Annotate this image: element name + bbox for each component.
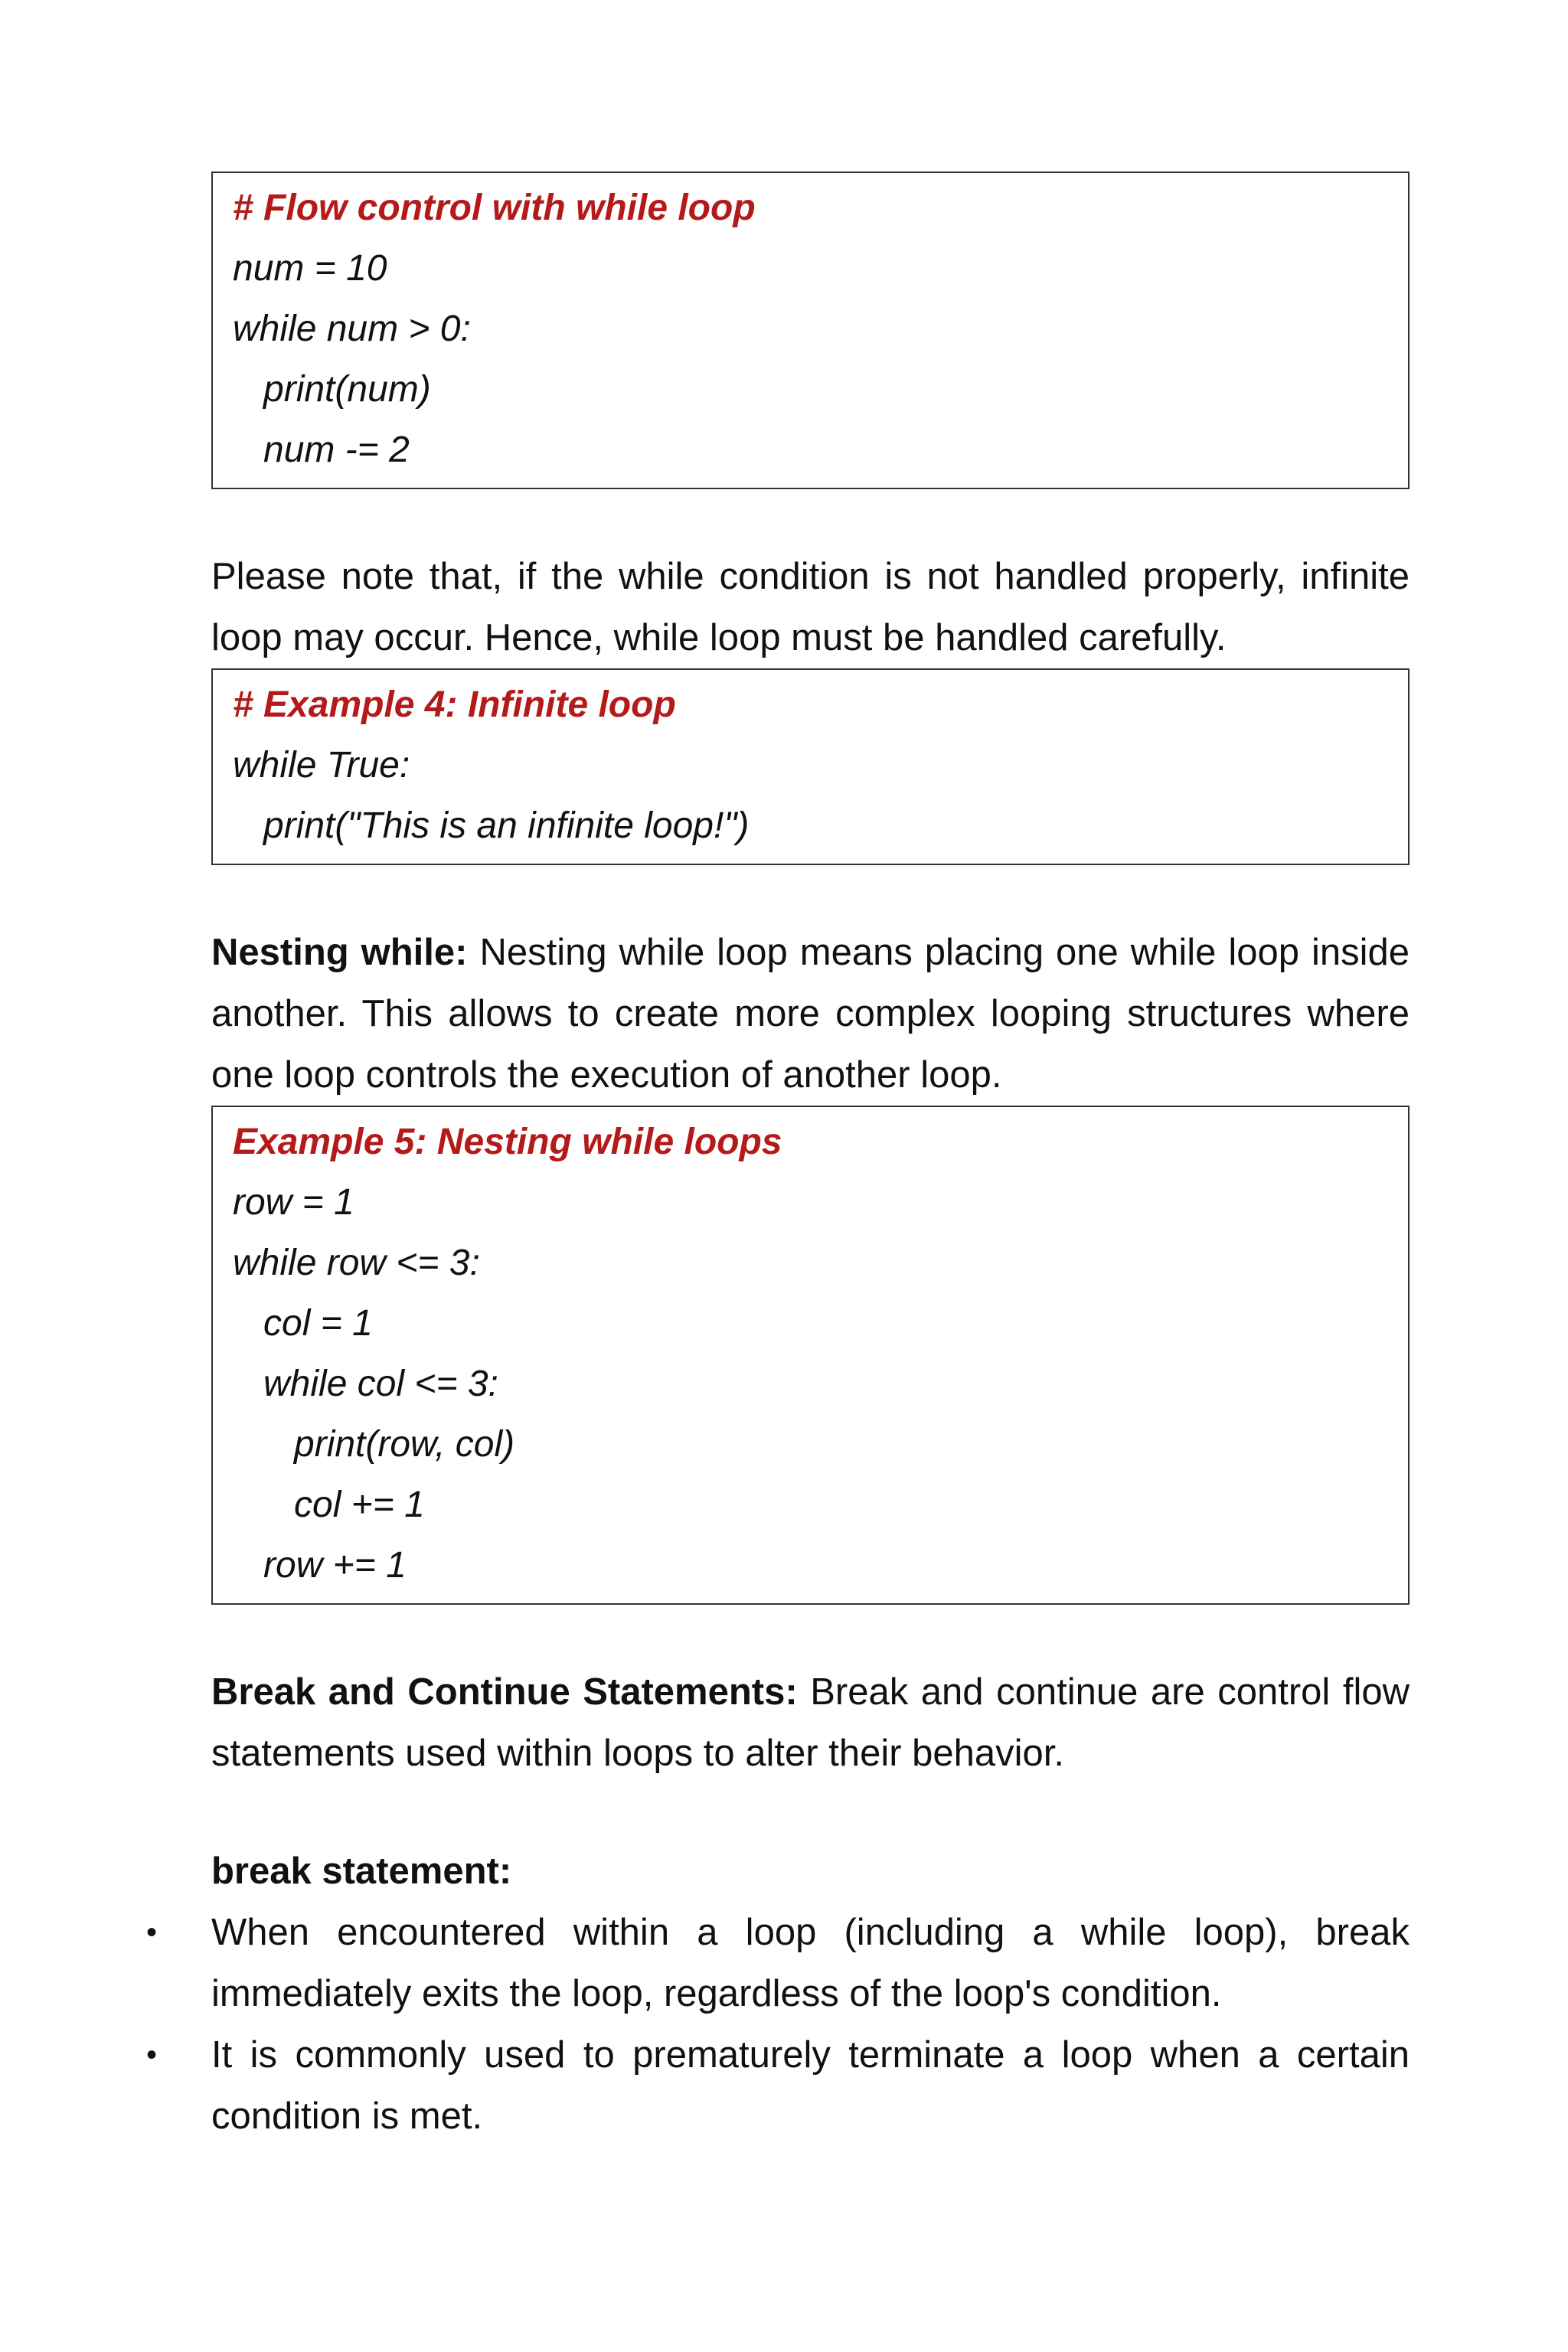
code-line: num = 10: [233, 248, 387, 289]
bullet-icon: •: [146, 2038, 158, 2072]
document-page: [146, 172, 1410, 2147]
code-block-title: # Flow control with while loop: [233, 188, 756, 228]
code-line: while num > 0:: [233, 309, 471, 349]
code-line: print(num): [233, 369, 431, 410]
code-line: print(row, col): [233, 1424, 515, 1465]
code-block-title: # Example 4: Infinite loop: [233, 684, 676, 725]
list-item: [146, 2024, 1410, 2147]
code-line: while col <= 3:: [233, 1364, 498, 1404]
code-line: col = 1: [233, 1303, 373, 1344]
code-line: while True:: [233, 745, 410, 786]
bullet-text: When encountered within a loop (including a while loop), break immediately exits the loop, regardless of the loop's condition.: [211, 1912, 1410, 2014]
bullet-icon: •: [146, 1916, 158, 1949]
bullet-text: It is commonly used to prematurely terminate a loop when a certain condition is met.: [211, 2034, 1410, 2137]
code-block-flow-control: [211, 172, 1410, 489]
nesting-paragraph: [211, 922, 1410, 1106]
nesting-heading: Nesting while:: [211, 932, 468, 973]
break-continue-heading: Break and Continue Statements:: [211, 1671, 798, 1713]
code-line: row += 1: [233, 1545, 407, 1586]
code-block-title: Example 5: Nesting while loops: [233, 1122, 782, 1162]
break-bullet-list: [146, 1902, 1410, 2147]
break-continue-text: Break and continue are control flow statements used within loops to alter their behavior.: [211, 1671, 1410, 1774]
list-item: [146, 1902, 1410, 2024]
break-heading-text: break statement:: [211, 1851, 512, 1892]
break-statement-heading: [211, 1841, 1410, 1902]
code-line: print("This is an infinite loop!"): [233, 805, 750, 846]
code-line: row = 1: [233, 1182, 354, 1223]
code-line: num -= 2: [233, 430, 410, 470]
code-line: while row <= 3:: [233, 1243, 480, 1283]
nesting-text: Nesting while loop means placing one while loop inside another. This allows to create more complex looping structures where one loop controls the execution of another loop.: [211, 932, 1410, 1096]
code-block-infinite-loop: [211, 668, 1410, 865]
code-block-nesting-loops: [211, 1106, 1410, 1605]
note-paragraph: Please note that, if the while condition is not handled properly, infinite loop may occur. Hence, while loop must be handled carefully.: [211, 556, 1410, 658]
code-line: col += 1: [233, 1485, 425, 1525]
break-continue-paragraph: [211, 1661, 1410, 1784]
